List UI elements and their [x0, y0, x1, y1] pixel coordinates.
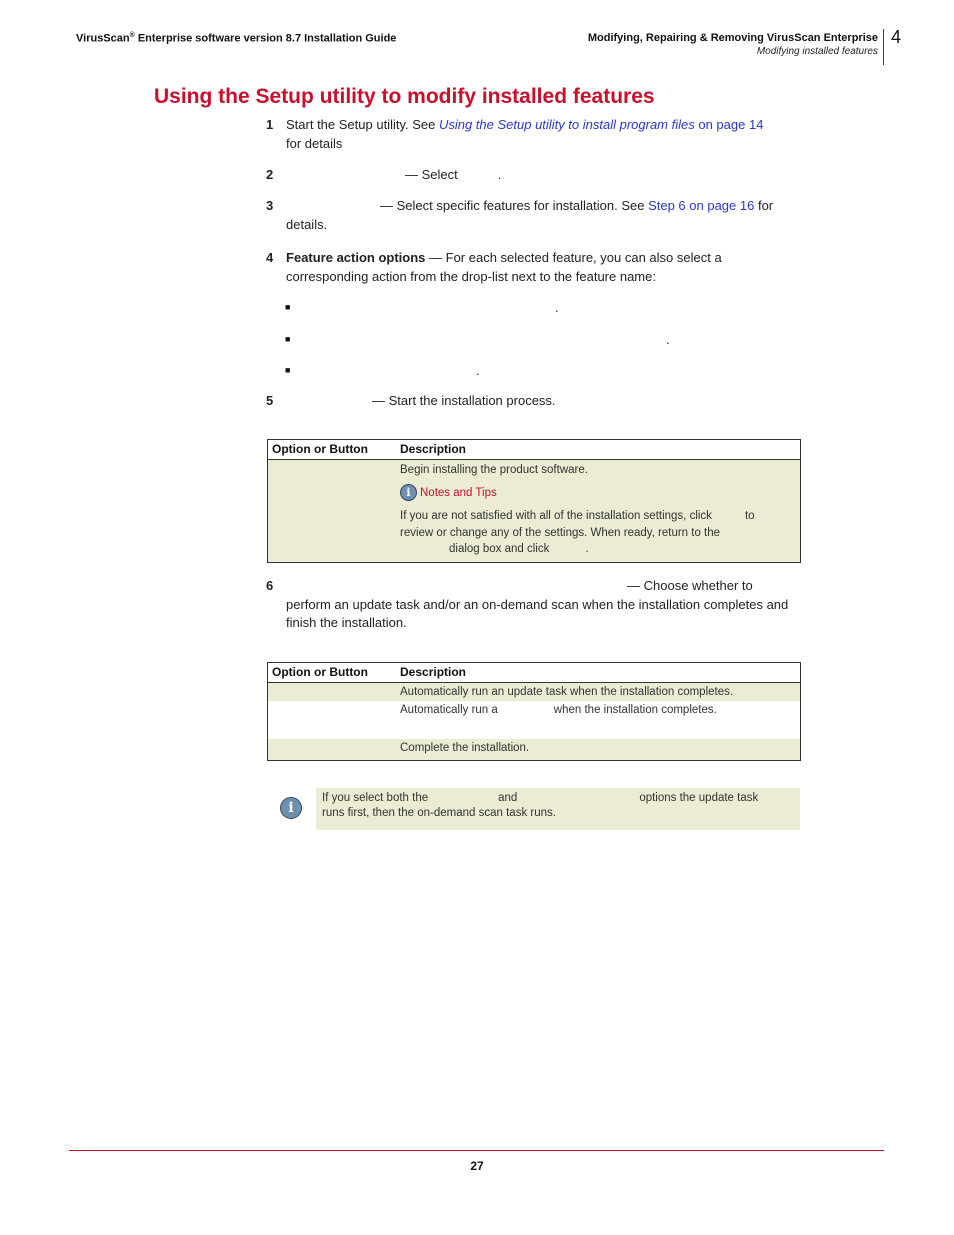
note-part-c: options the update task [639, 792, 759, 804]
table-row [268, 701, 801, 739]
step-text: Start the Setup utility. See [286, 117, 439, 132]
column-header-description: Description [396, 440, 801, 460]
step-6 [266, 577, 801, 633]
step-2 [266, 166, 801, 185]
step-text: — For each selected feature, you can also select a corresponding action from the drop-list next to the feature name: [286, 250, 722, 284]
chapter-divider [883, 29, 884, 65]
page-14-link[interactable]: on page 14 [694, 117, 764, 132]
header-chapter-title: Modifying, Repairing & Removing VirusScan Enterprise [587, 32, 878, 44]
description-text: Automatically run a [400, 704, 498, 716]
note-line-1: If you are not satisfied with all of the installation settings, click [400, 510, 712, 522]
setup-utility-link[interactable]: Using the Setup utility to install program files [438, 117, 695, 132]
step-6-link[interactable]: Step 6 on page 16 [648, 198, 755, 213]
column-header-option: Option or Button [268, 663, 397, 683]
step-number: 1 [266, 117, 274, 132]
notes-tips-label: Notes and Tips [420, 486, 497, 499]
chapter-number: 4 [891, 27, 902, 47]
note-dot: . [585, 543, 589, 555]
step-4 [266, 249, 801, 286]
bullet-2: ■ [285, 334, 291, 344]
note-info-icon: i [280, 797, 302, 819]
column-header-description: Description [396, 663, 801, 683]
description-cell: Automatically run an update task when the installation completes. [400, 686, 734, 698]
option-cell [268, 460, 397, 563]
note-part-b: and [498, 792, 518, 804]
description-text: Begin installing the product software. [400, 464, 588, 476]
step-3 [266, 197, 801, 234]
step-bold-label: Feature action options [286, 250, 426, 265]
bullet-1-text: . [555, 300, 559, 315]
note-text [322, 791, 794, 821]
table-row [268, 683, 801, 702]
page-number: 27 [470, 1159, 484, 1173]
note-line-2: review or change any of the settings. When ready, return to the [400, 526, 721, 539]
step-text-2: perform an update task and/or an on-demand scan when the installation completes and finish the installation. [286, 596, 789, 630]
header-doc-title [76, 32, 396, 45]
footer-divider [69, 1150, 884, 1151]
notes-tips-text [400, 508, 796, 558]
description-cell [396, 460, 801, 563]
step-text: — Select [405, 167, 458, 182]
step-text-end: for details [286, 135, 343, 151]
step-5 [266, 392, 801, 411]
step-dot: . [497, 167, 502, 182]
note-part-d: runs first, then the on-demand scan task runs. [322, 807, 556, 819]
step-1 [266, 116, 801, 153]
bullet-3: ■ [285, 365, 291, 375]
bullet-3-text: . [476, 363, 480, 378]
step-text: — Choose whether to [627, 578, 753, 593]
step-number: 6 [266, 578, 274, 593]
header-section-title: Modifying installed features [756, 46, 878, 57]
bullet-1: ■ [285, 302, 291, 312]
table-row [268, 739, 801, 761]
page-title: Using the Setup utility to modify installed features [154, 85, 655, 108]
table-row [268, 460, 801, 563]
description-text-end: when the installation completes. [553, 704, 717, 716]
column-header-option: Option or Button [268, 440, 397, 460]
option-cell [268, 701, 397, 739]
options-table-install [267, 439, 801, 563]
bullet-2-text: . [666, 332, 670, 347]
notes-tips-heading [400, 484, 796, 501]
header-doc-rest: Enterprise software version 8.7 Installation Guide [134, 32, 397, 45]
step-text-end: for details. [286, 198, 774, 232]
note-line-3: dialog box and click [449, 543, 550, 555]
header-brand: VirusScan [76, 32, 130, 45]
description-cell [396, 701, 801, 739]
step-number: 3 [266, 198, 274, 213]
info-icon: i [400, 484, 417, 501]
note-part-a: If you select both the [322, 792, 429, 804]
options-table-finish [267, 662, 801, 761]
description-cell: Complete the installation. [400, 742, 530, 754]
note-to: to [744, 510, 755, 522]
option-cell [268, 683, 397, 702]
option-cell [268, 739, 397, 761]
registered-mark: ® [129, 32, 135, 39]
step-text: — Select specific features for installation. See [380, 198, 649, 213]
step-number: 4 [266, 250, 274, 265]
step-number: 5 [266, 393, 274, 408]
step-number: 2 [266, 167, 274, 182]
step-text: — Start the installation process. [372, 393, 556, 408]
